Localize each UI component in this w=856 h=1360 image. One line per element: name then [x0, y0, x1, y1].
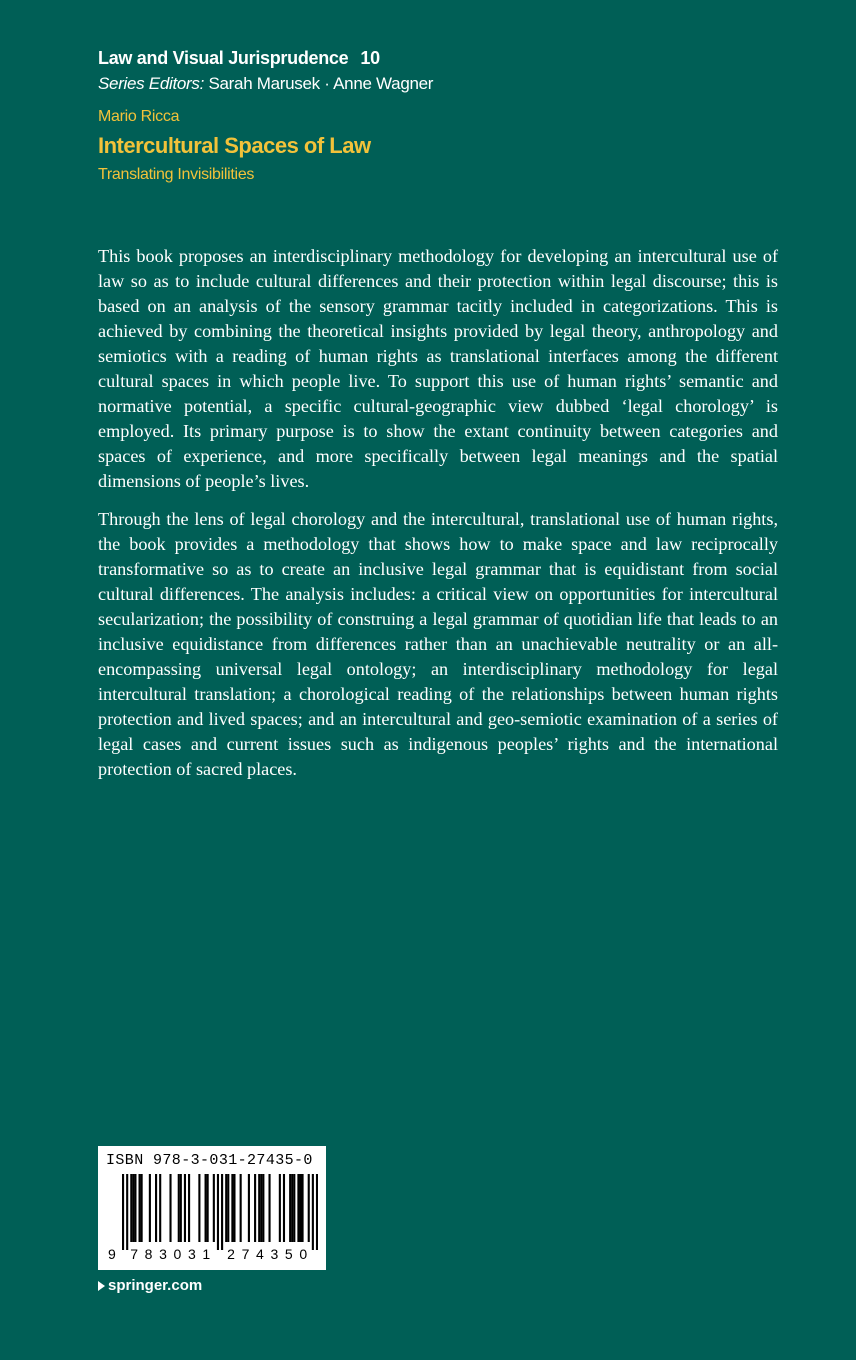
series-editors-line: [98, 72, 798, 96]
barcode-bar: [184, 1174, 186, 1242]
barcode-bar: [169, 1174, 171, 1242]
barcode-bar: [254, 1174, 256, 1242]
barcode-bar: [293, 1174, 295, 1242]
barcode-bar: [149, 1174, 151, 1242]
barcode-bar: [155, 1174, 157, 1242]
isbn-barcode: [98, 1146, 326, 1270]
series-header: [98, 46, 798, 186]
barcode-bar: [130, 1174, 132, 1242]
barcode-bar: [132, 1174, 134, 1242]
barcode-digit: 8: [144, 1246, 153, 1262]
barcode-bar: [260, 1174, 262, 1242]
barcode-bar: [283, 1174, 285, 1242]
barcode-bar: [301, 1174, 303, 1242]
barcode-digit: 4: [256, 1246, 264, 1262]
barcode-bar: [268, 1174, 270, 1242]
barcode-bar: [258, 1174, 260, 1242]
barcode-digit: 7: [241, 1246, 250, 1262]
arrow-right-icon: [98, 1281, 105, 1291]
barcode-bar: [231, 1174, 233, 1242]
series-volume: 10: [360, 48, 380, 68]
series-title-line: [98, 46, 798, 70]
barcode-digit: 3: [187, 1246, 196, 1262]
book-author: Mario Ricca: [98, 108, 180, 125]
series-name: Law and Visual Jurisprudence: [98, 48, 349, 68]
barcode-bar: [178, 1174, 180, 1242]
barcode-bar: [217, 1174, 219, 1250]
series-editors: Sarah Marusek · Anne Wagner: [208, 74, 434, 93]
barcode-bar: [141, 1174, 143, 1242]
barcode-bar: [279, 1174, 281, 1242]
barcode-bar: [227, 1174, 229, 1242]
book-subtitle: Translating Invisibilities: [98, 166, 255, 183]
barcode-digit: 0: [173, 1246, 182, 1262]
barcode-area: [106, 1174, 318, 1264]
barcode-bar: [297, 1174, 299, 1242]
barcode-digit: 0: [299, 1246, 308, 1262]
barcode-bar: [188, 1174, 190, 1242]
barcode-bar: [159, 1174, 161, 1242]
barcode-bar: [289, 1174, 291, 1242]
isbn-label: ISBN 978-3-031-27435-0: [106, 1152, 313, 1169]
barcode-digit: 1: [202, 1246, 211, 1262]
barcode-bar: [248, 1174, 250, 1242]
barcode-bar: [180, 1174, 182, 1242]
book-title: Intercultural Spaces of Law: [98, 133, 371, 158]
barcode-bar: [299, 1174, 301, 1242]
blurb-paragraph-1: This book proposes an interdisciplinary methodology for developing an intercultural use of law so as to include cultural differences and their protection within legal discourse; this is based on an analysis of the sensory grammar tacitly included in categorizations. This is achieved by combining the theoretical insights provided by legal theory, anthropology and semiotics with a reading of human rights as translational interfaces among the different cultural spaces in which people live. To support this use of human rights’ semantic and normative potential, a specific cultural-geographic view dubbed ‘legal chorology’ is employed. Its primary purpose is to show the extant continuity between categories and spaces of experience, and more specifically between legal meanings and the spatial dimensions of people’s lives.: [98, 246, 778, 491]
barcode-bar: [316, 1174, 318, 1250]
publisher-link[interactable]: [98, 1275, 202, 1297]
barcode-bar: [225, 1174, 227, 1242]
barcode-bar: [205, 1174, 207, 1242]
barcode-digit: 3: [270, 1246, 279, 1262]
barcode-digit: 9: [108, 1246, 116, 1262]
barcode-bar: [139, 1174, 141, 1242]
blurb: [98, 244, 778, 795]
barcode-bar: [207, 1174, 209, 1242]
barcode-bar: [126, 1174, 128, 1250]
barcode-bar: [221, 1174, 223, 1250]
blurb-paragraph-2: Through the lens of legal chorology and the intercultural, translational use of human rights, the book provides a methodology that shows how to make space and law reciprocally transformative so as to create an inclusive legal grammar that is equidistant from social cultural differences. The analysis includes: a critical view on opportunities for intercultural secularization; the possibility of construing a legal grammar of quotidian life that leads to an inclusive equidistance from differences rather than an unachievable neutrality or an all-encompassing universal legal ontology; an interdisciplinary methodology for legal intercultural translation; a chorological reading of the relationships between human rights protection and lived spaces; and an intercultural and geo-semiotic examination of a series of legal cases and current issues such as indigenous peoples’ rights and the international protection of sacred places.: [98, 509, 778, 779]
barcode-bar: [312, 1174, 314, 1250]
barcode-bar: [291, 1174, 293, 1242]
barcode-digit: 3: [159, 1246, 167, 1262]
barcode-bar: [240, 1174, 242, 1242]
barcode-bar: [233, 1174, 235, 1242]
publisher-url: springer.com: [108, 1277, 203, 1294]
barcode-bar: [308, 1174, 310, 1242]
barcode-digit: 5: [284, 1246, 293, 1262]
barcode-digit: 2: [227, 1246, 235, 1262]
barcode-bar: [198, 1174, 200, 1242]
barcode-bar: [134, 1174, 136, 1242]
barcode-bar: [213, 1174, 215, 1242]
barcode-digit: 7: [130, 1246, 138, 1262]
barcode-bars: [122, 1174, 318, 1250]
barcode-bar: [122, 1174, 124, 1250]
series-editors-label: Series Editors:: [98, 74, 205, 93]
barcode-bar: [262, 1174, 264, 1242]
